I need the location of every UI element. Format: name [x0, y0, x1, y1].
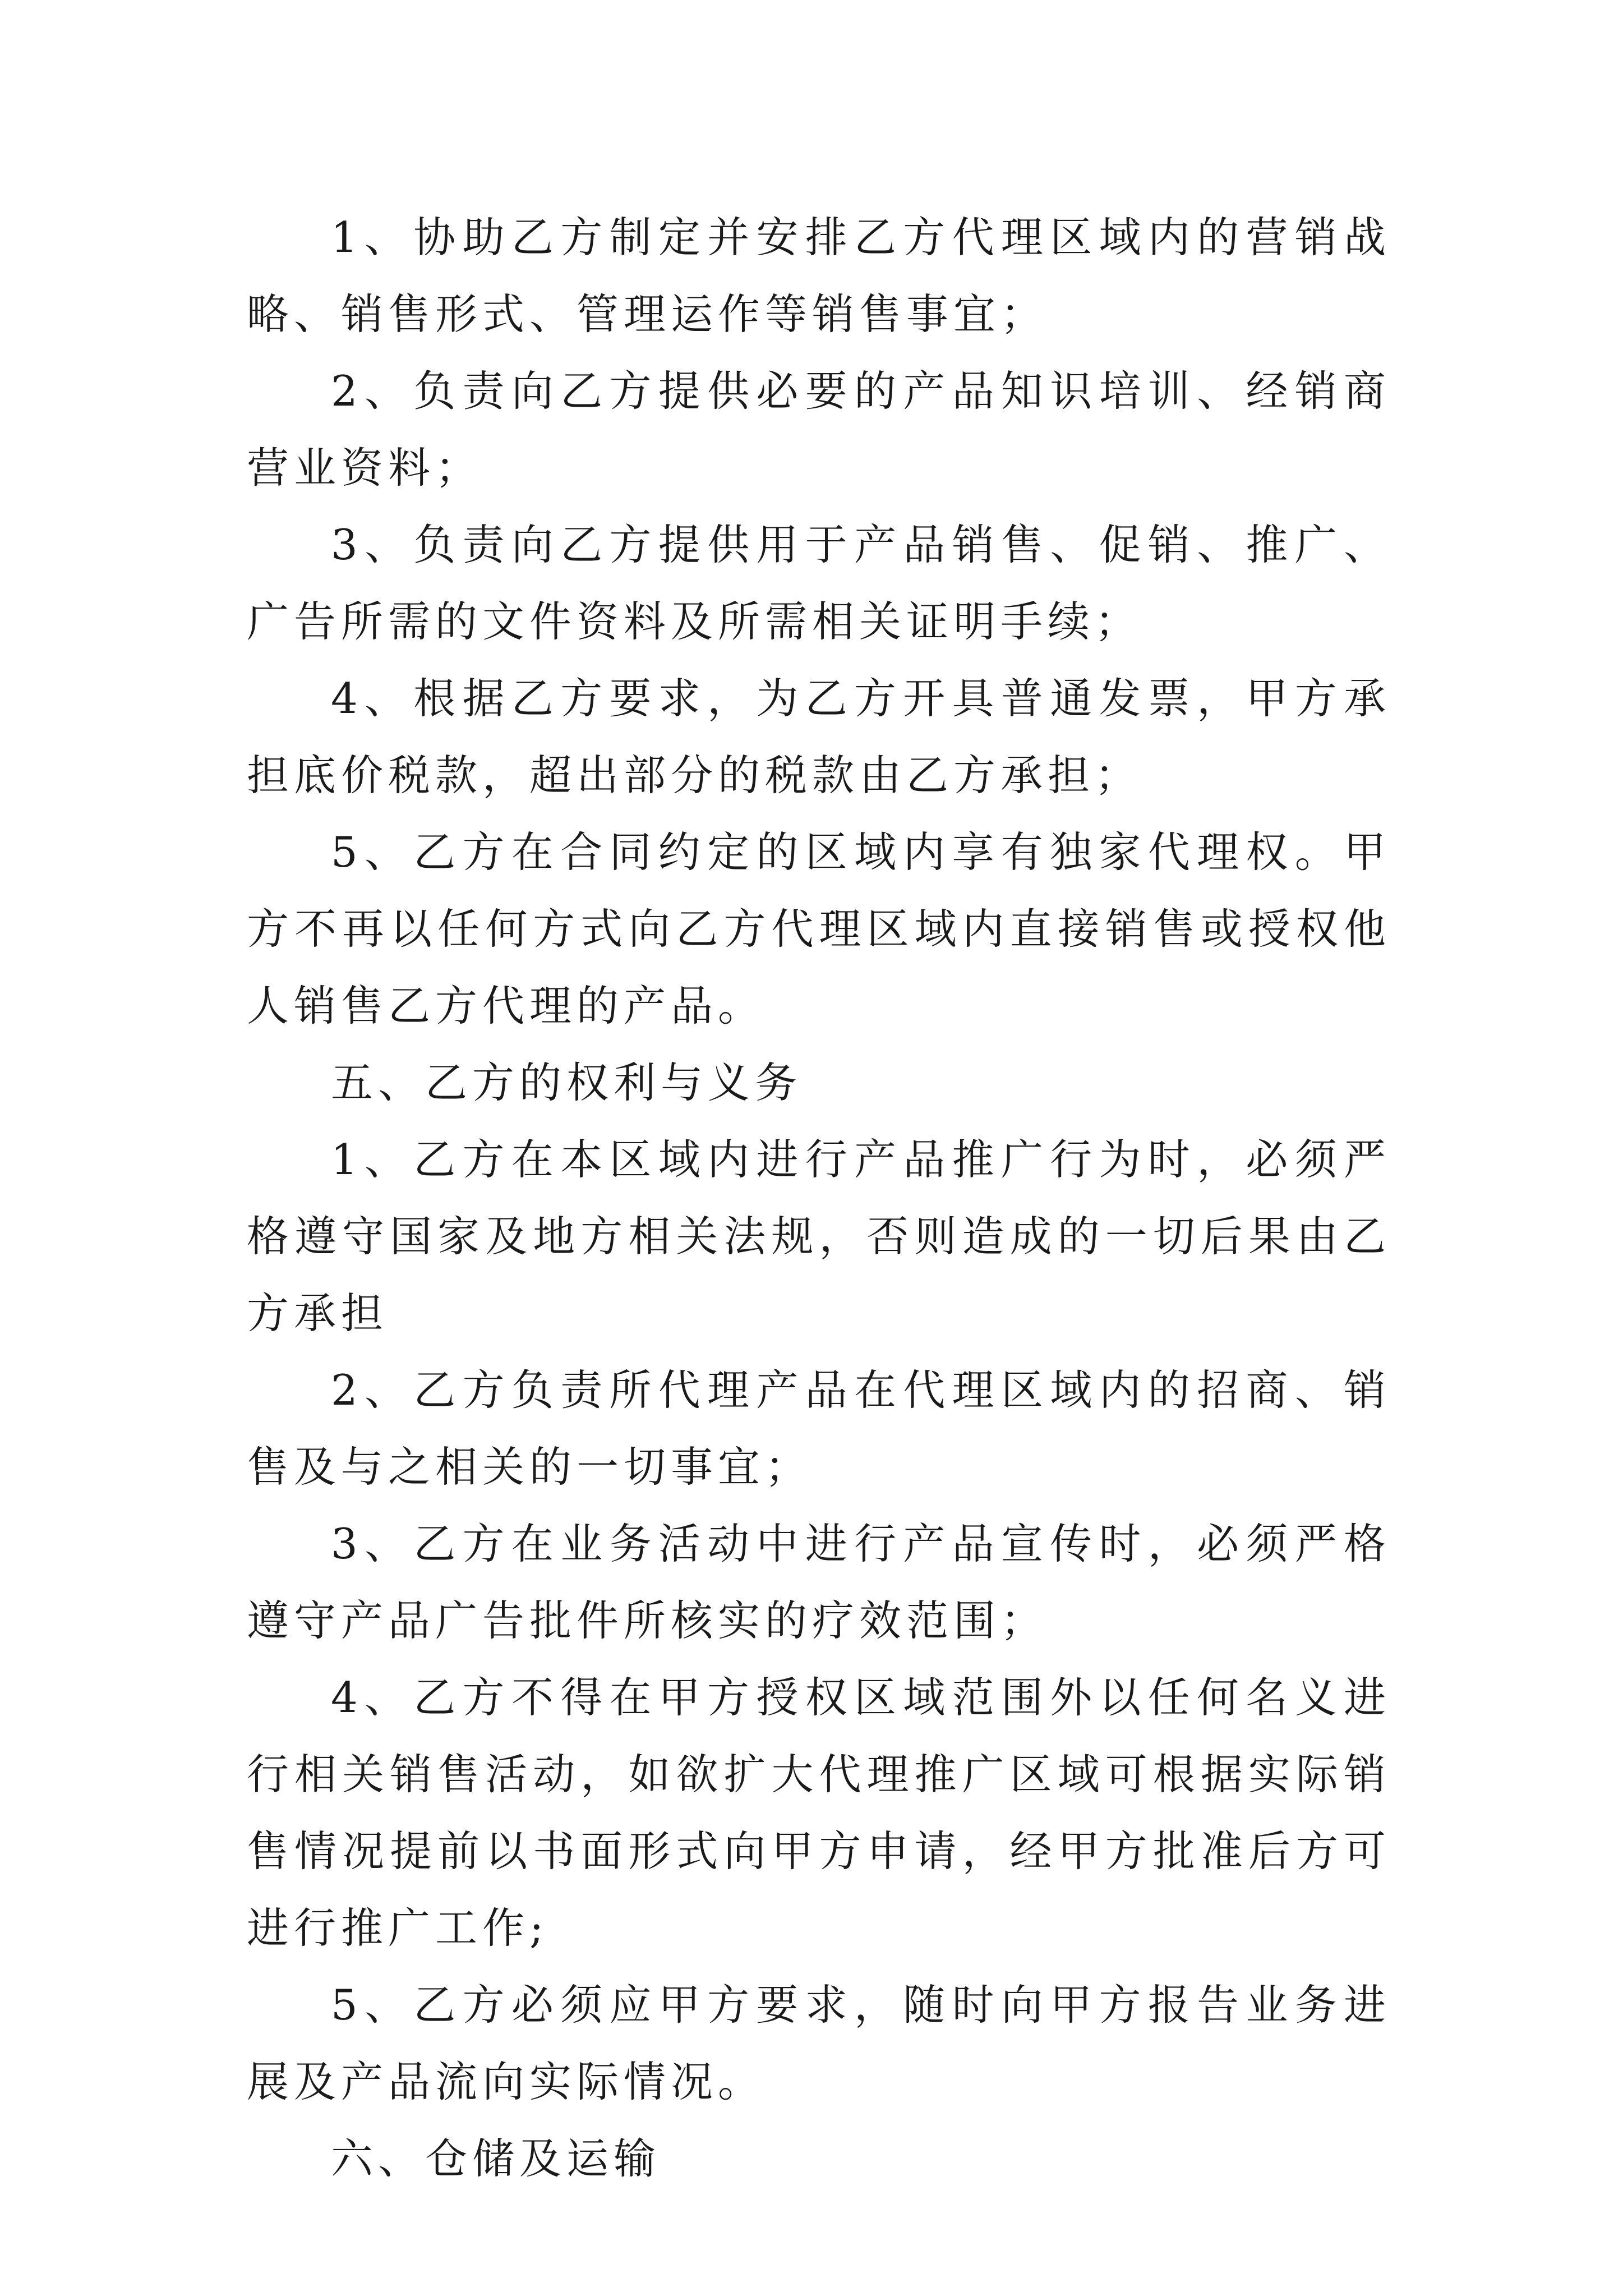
document-body — [247, 199, 1391, 2197]
paragraph-party-a-duty-4: 4、根据乙方要求，为乙方开具普通发票，甲方承担底价税款，超出部分的税款由乙方承担； — [247, 674, 1391, 800]
paragraph-party-b-duty-5: 5、乙方必须应甲方要求，随时向甲方报告业务进展及产品流向实际情况。 — [247, 1980, 1391, 2106]
paragraph-party-b-duty-4: 4、乙方不得在甲方授权区域范围外以任何名义进行相关销售活动，如欲扩大代理推广区域可根据实际销售情况提前以书面形式向甲方申请，经甲方批准后方可进行推广工作; — [247, 1673, 1391, 1953]
paragraph-party-b-duty-3: 3、乙方在业务活动中进行产品宣传时，必须严格遵守产品广告批件所核实的疗效范围； — [247, 1519, 1391, 1645]
paragraph-party-a-duty-3: 3、负责向乙方提供用于产品销售、促销、推广、广告所需的文件资料及所需相关证明手续； — [247, 520, 1391, 646]
paragraph-party-b-duty-1: 1、乙方在本区域内进行产品推广行为时，必须严格遵守国家及地方相关法规，否则造成的一切后果由乙方承担 — [247, 1135, 1391, 1338]
paragraph-party-a-duty-2: 2、负责向乙方提供必要的产品知识培训、经销商营业资料； — [247, 366, 1391, 493]
section-heading-party-b-rights: 五、乙方的权利与义务 — [331, 1058, 803, 1107]
paragraph-party-a-duty-5: 5、乙方在合同约定的区域内享有独家代理权。甲方不再以任何方式向乙方代理区域内直接销售或授权他人销售乙方代理的产品。 — [247, 827, 1391, 1030]
paragraph-party-b-duty-2: 2、乙方负责所代理产品在代理区域内的招商、销售及与之相关的一切事宜； — [247, 1365, 1391, 1492]
section-heading-storage-transport: 六、仓储及运输 — [331, 2134, 661, 2183]
paragraph-party-a-duty-1: 1、协助乙方制定并安排乙方代理区域内的营销战略、销售形式、管理运作等销售事宜； — [247, 213, 1391, 339]
